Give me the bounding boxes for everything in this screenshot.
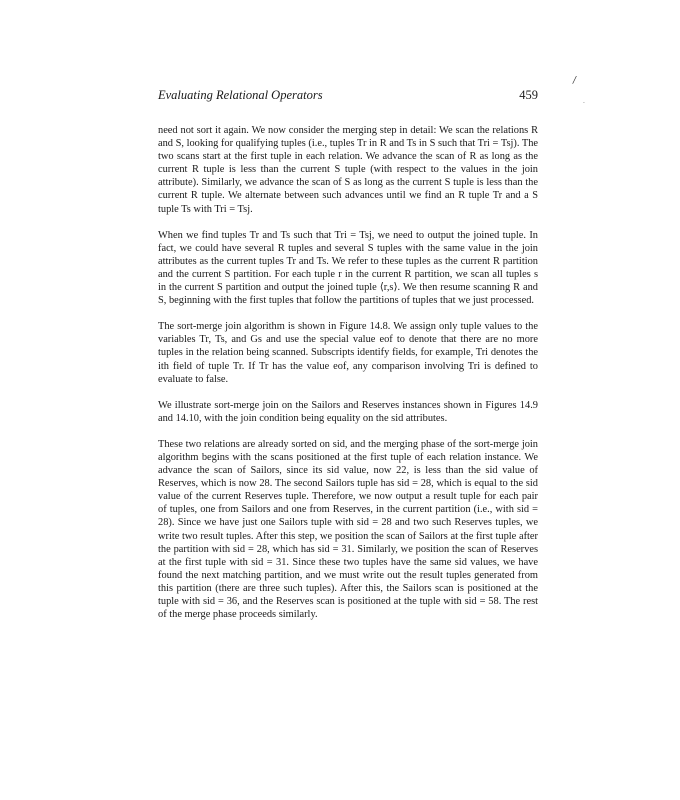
body-text xyxy=(158,124,538,621)
paragraph-1: need not sort it again. We now consider the merging step in detail: We scan the relations R and S, looking for qualifying tuples (i.e., tuples Tr in R and Ts in S such that Tri = Tsj). The two scans start at the first tuple in each relation. We advance the scan of R as long as the current R tuple is less than the current S tuple (with respect to the values in the join attribute). Similarly, we advance the scan of S as long as the current S tuple is less than the current R tuple. We alternate between such advances until we find an R tuple Tr and a S tuple Ts with Tri = Tsj. xyxy=(158,125,538,215)
margin-dot: . xyxy=(583,98,585,105)
running-title: Evaluating Relational Operators xyxy=(158,88,323,102)
page-number: 459 xyxy=(519,88,538,102)
page-header xyxy=(158,88,538,106)
paragraph-5: These two relations are already sorted on sid, and the merging phase of the sort-merge join algorithm begins with the scans positioned at the first tuple of each relation instance. We advance the scan of Sailors, since its sid value, now 22, is less than the sid value of Reserves, which is now 28. The second Sailors tuple has sid = 28, which is equal to the sid value of the current Reserves tuple. Therefore, we now output a result tuple for each pair of tuples, one from Sailors and one from Reserves, in the current partition (i.e., with sid = 28). Since we have just one Sailors tuple with sid = 28 and two such Reserves tuples, we write two result tuples. After this step, we position the scan of Sailors at the first tuple after the partition with sid = 28, which has sid = 31. Similarly, we position the scan of Reserves at the first tuple with sid = 31. Since these two tuples have the same sid values, we have found the next matching partition, and we must write out the result tuples generated from this partition (there are three such tuples). After this, the Sailors scan is positioned at the tuple with sid = 36, and the Reserves scan is positioned at the tuple with sid = 58. The rest of the merge phase proceeds similarly. xyxy=(158,438,538,621)
paragraph-2: When we find tuples Tr and Ts such that Tri = Tsj, we need to output the joined tuple. In fact, we could have several R tuples and several S tuples with the same value in the join attributes as the current tuples Tr and Ts. We refer to these tuples as the current R partition and the current S partition. For each tuple r in the current R partition, we scan all tuples s in the current S partition and output the joined tuple ⟨r,s⟩. We then resume scanning R and S, beginning with the first tuples that follow the partitions of tuples that we just processed. xyxy=(158,229,538,307)
paragraph-3: The sort-merge join algorithm is shown in Figure 14.8. We assign only tuple values to the variables Tr, Ts, and Gs and use the special value eof to denote that there are no more tuples in the relation being scanned. Subscripts identify fields, for example, Tri denotes the ith field of tuple Tr. If Tr has the value eof, any comparison involving Tri is defined to evaluate to false. xyxy=(158,321,538,385)
margin-mark: / xyxy=(573,76,577,86)
paragraph-4: We illustrate sort-merge join on the Sailors and Reserves instances shown in Figures 14.9 and 14.10, with the join condition being equality on the sid attributes. xyxy=(158,399,538,424)
